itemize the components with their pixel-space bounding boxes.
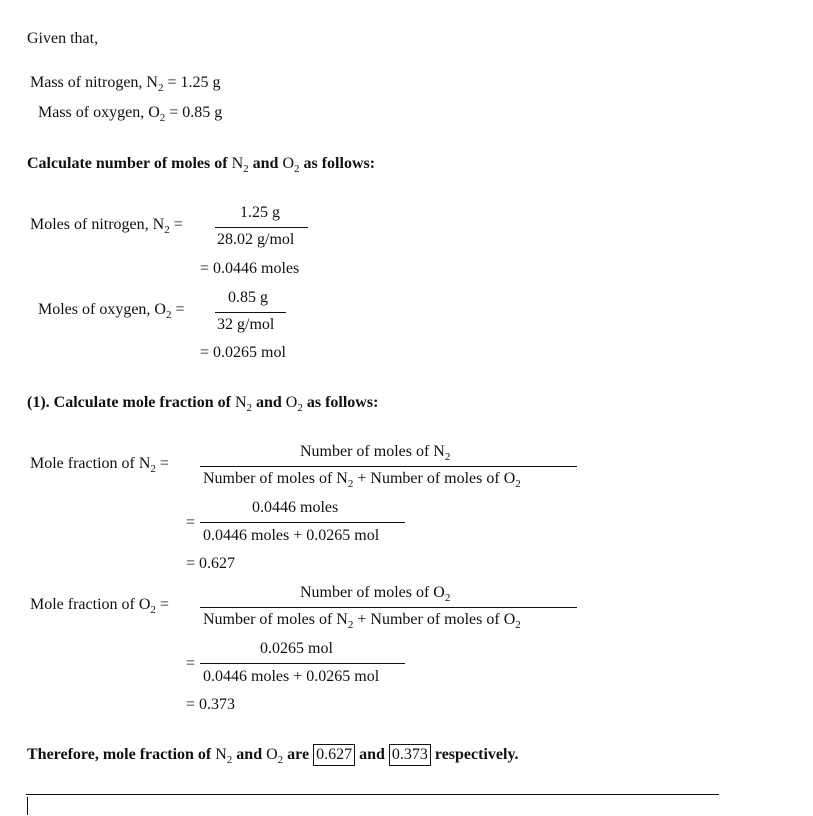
horizontal-rule: [26, 794, 719, 795]
fraction-oxygen-result: = 0.373: [186, 696, 236, 713]
moles-nitrogen-denominator: 28.02 g/mol: [217, 231, 295, 248]
fraction-nitrogen-denominator: Number of moles of $N_2$ + Number of moles of $O_2$: [203, 470, 521, 490]
answer-box-o2: 0.373: [389, 744, 431, 766]
mass-nitrogen-line: Mass of nitrogen, $N_2 = 1.25$ g: [30, 74, 221, 94]
moles-oxygen-denominator: 32 g/mol: [217, 316, 275, 333]
mass-oxygen-line: Mass of oxygen, $O_2 = 0.85$ g: [38, 104, 223, 124]
fraction-oxygen-numerator: Number of moles of $O_2$: [300, 584, 451, 604]
fraction-nitrogen-eq2: =: [186, 514, 196, 531]
fraction-nitrogen-numerator2: 0.0446 moles: [252, 499, 339, 516]
moles-oxygen-numerator: 0.85 g: [228, 289, 268, 306]
moles-nitrogen-numerator: 1.25 g: [240, 204, 280, 221]
fraction-nitrogen-bar2: [200, 522, 405, 523]
moles-heading: Calculate number of moles of $N_2$ and $O_2$ as follows:: [27, 155, 376, 175]
fraction-oxygen-numerator2: 0.0265 mol: [260, 640, 333, 657]
fraction-oxygen-eq2: =: [186, 655, 196, 672]
fraction-oxygen-label: Mole fraction of $O_2$ =: [30, 596, 169, 616]
text-cursor[interactable]: [27, 797, 28, 815]
moles-oxygen-result: = 0.0265 mol: [200, 344, 286, 361]
fraction-nitrogen-bar: [200, 466, 577, 467]
moles-nitrogen-result: = 0.0446 moles: [200, 260, 300, 277]
moles-oxygen-label: Moles of oxygen, $O_2$ =: [38, 301, 185, 321]
fraction-nitrogen-denominator2: 0.0446 moles + 0.0265 mol: [203, 527, 380, 544]
moles-oxygen-fraction-bar: [215, 312, 286, 313]
moles-nitrogen-fraction-bar: [215, 227, 308, 228]
fraction-heading: (1). Calculate mole fraction of $N_2$ and $O_2$ as follows:: [27, 394, 379, 414]
fraction-nitrogen-label: Mole fraction of $N_2$ =: [30, 455, 169, 475]
fraction-oxygen-denominator2: 0.0446 moles + 0.0265 mol: [203, 668, 380, 685]
given-intro: Given that,: [27, 30, 99, 47]
fraction-nitrogen-result: = 0.627: [186, 555, 236, 572]
fraction-nitrogen-numerator: Number of moles of $N_2$: [300, 443, 451, 463]
fraction-oxygen-bar: [200, 607, 577, 608]
fraction-oxygen-bar2: [200, 663, 405, 664]
conclusion: Therefore, mole fraction of $N_2$ and $O_2$ are 0.627 and 0.373 respectively.: [27, 746, 519, 766]
fraction-oxygen-denominator: Number of moles of $N_2$ + Number of moles of $O_2$: [203, 611, 521, 631]
answer-box-n2: 0.627: [313, 744, 355, 766]
moles-nitrogen-label: Moles of nitrogen, $N_2$ =: [30, 216, 183, 236]
